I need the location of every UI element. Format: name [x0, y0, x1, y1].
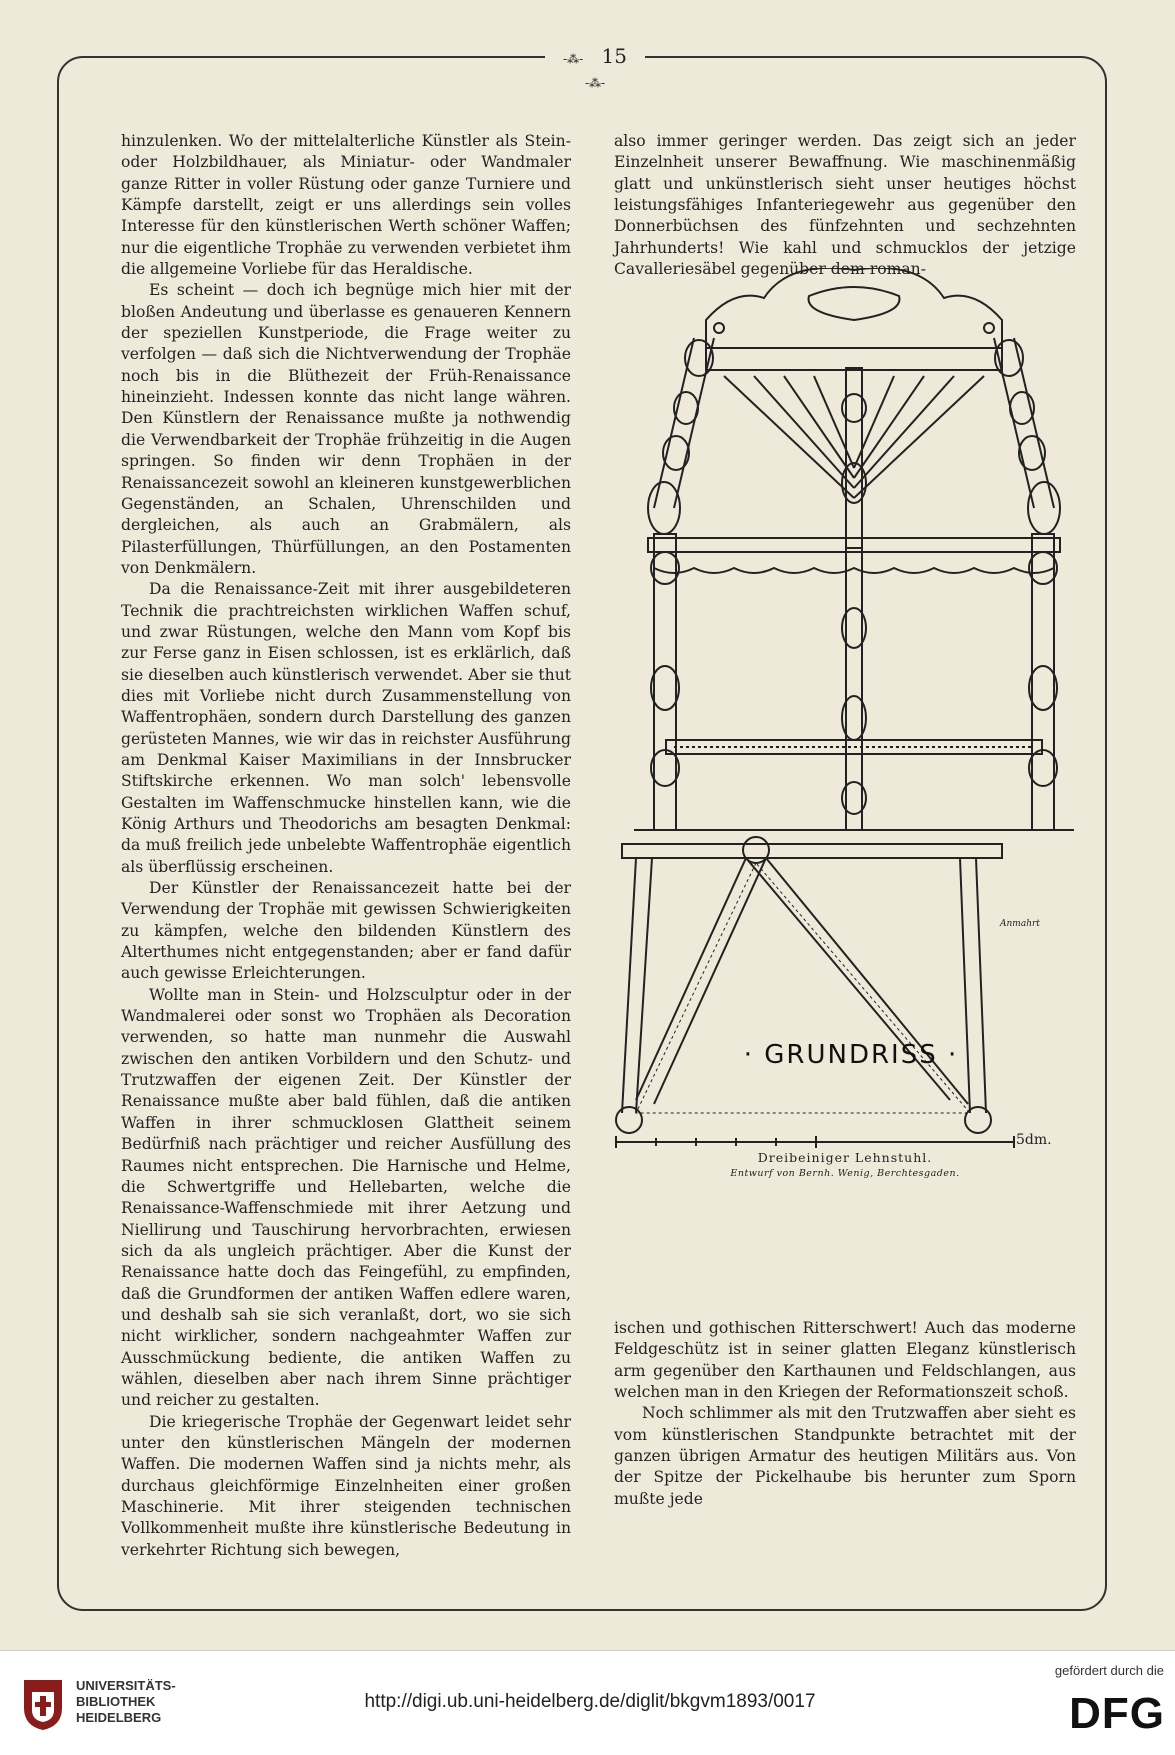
paragraph: Noch schlimmer als mit den Trutzwaffen aber sieht es vom künstlerischen Standpunkte betrachtet mit der ganzen übrigen Armatur des heutigen Militärs aus. Von der Spitze der Pickelhaube bis herunter zum Sporn mußte jede	[614, 1404, 1076, 1508]
paragraph: Wollte man in Stein- und Holzsculptur oder in der Wandmalerei oder sonst wo Trophäen als Decoration verwenden, so hatte man nunmehr die Auswahl zwischen den antiken Vorbildern und den Schutz- und Trutzwaffen der eigenen Zeit. Der Künstler der Renaissance mußte aber bald fühlen, daß die antiken Waffen in ihrer schmucklosen Glattheit seinem Bedürfniß nach prächtiger und reicher Ausfüllung des Raumes nicht entsprechen. Die Harnische und Helme, die Schwertgriffe und Hellebarten, welche die Renaissance-Waffenschmiede mit ihrer Aetzung und Niellirung und Tauschirung hervorbrachten, erwiesen sich da als ungleich prächtiger. Aber die Kunst der Renaissance hatte doch das Feingefühl, zu empfinden, daß die Grundformen der antiken Waffen edlere waren, und deshalb sah sie sich veranlaßt, dort, wo sie sich nicht wirklicher, sondern nachgeahmter Waffen zur Ausschmückung bediente, die antiken Waffen zu wählen, dieselben aber nach ihrem Sinne prächtiger und reicher zu gestalten.	[121, 985, 571, 1410]
chair-illustration	[614, 268, 1076, 1314]
artist-signature: Anmahrt	[1000, 919, 1040, 929]
paragraph: ischen und gothischen Ritterschwert! Auch das moderne Feldgeschütz ist in seiner glatten Eleganz künstlerisch arm gegenüber den Karthaunen und Feldschlangen, aus welchen man in den Kriegen der Reformationszeit schoß.	[614, 1319, 1076, 1402]
paragraph: Die kriegerische Trophäe der Gegenwart leidet sehr unter den künstlerischen Mängeln der modernen Waffen. Die modernen Waffen sind ja nichts mehr, als durchaus gleichförmige Einzelnheiten einer großen Maschinerie. Mit ihrer steigenden technischen Vollkommenheit mußte ihre künstlerische Bedeutung in verkehrter Richtung sich bewegen,	[121, 1412, 571, 1559]
plan-label: · GRUNDRISS ·	[743, 1040, 959, 1070]
footer-bar	[0, 1650, 1175, 1755]
dfg-logo: DFG	[1069, 1689, 1165, 1738]
funding-note: gefördert durch die	[1054, 1663, 1164, 1678]
page-number: -⁂- 15 -⁂-	[545, 44, 645, 92]
paragraph: Es scheint — doch ich begnüge mich hier mit der bloßen Andeutung und überlasse es genaueren Kennern der speziellen Kunstperiode, die Frage weiter zu verfolgen — daß sich die Nichtverwendung der Trophäe noch bis in die Blüthezeit der Früh-Renaissance hineinzieht. Indessen konnte das nicht lange währen. Den Künstlern der Renaissance mußte ja nothwendig die Verwendbarkeit der Trophäe frühzeitig in die Augen springen. So finden wir denn Trophäen in der Renaissancezeit sowohl an kleineren kunstgewerblichen Gegenständen, an Schalen, Uhrenschilden und dergleichen, als auch an Grabmälern, als Pilasterfüllungen, Thürfüllungen, an den Postamenten von Denkmälern.	[121, 281, 571, 577]
permalink-url[interactable]: http://digi.ub.uni-heidelberg.de/diglit/bkgvm1893/0017	[364, 1691, 816, 1712]
scale-label: 5dm.	[1016, 1132, 1052, 1148]
university-name: UNIVERSITÄTS- BIBLIOTHEK HEIDELBERG	[76, 1678, 176, 1725]
paragraph: Der Künstler der Renaissancezeit hatte bei der Verwendung der Trophäe mit gewissen Schwierigkeiten zu kämpfen, welche den bildenden Künstlern des Alterthumes nicht entgegenstanden; aber er fand dafür auch gewisse Erleichterungen.	[121, 879, 571, 983]
paragraph: hinzulenken. Wo der mittelalterliche Künstler als Stein- oder Holzbildhauer, als Miniatur- oder Wandmaler ganze Ritter in voller Rüstung oder ganze Turniere und Kämpfe darstellt, zeigt er uns allerdings sein volles Interesse für den künstlerischen Werth schöner Waffen; nur die eigentliche Trophäe zu verwenden verbietet ihm die allgemeine Vorliebe für das Heraldische.	[121, 132, 571, 279]
figure-caption: Dreibeiniger Lehnstuhl.	[757, 1150, 933, 1165]
right-text-column-bottom	[614, 1318, 1076, 1510]
ornament-right-icon: -⁂-	[584, 76, 606, 90]
paragraph: also immer geringer werden. Das zeigt sich an jeder Einzelnheit unserer Bewaffnung. Wie maschinenmäßig glatt und unkünstlerisch sieht unser heutiges höchst leistungsfähiges Infanteriegewehr aus gegenüber den Donnerbüchsen des fünfzehnten und sechzehnten Jahrhunderts! Wie kahl und schmucklos der jetzige Cavalleriesäbel gegenüber dem roman-	[614, 132, 1076, 279]
right-text-column-top	[614, 131, 1076, 280]
ornament-left-icon: -⁂-	[563, 52, 584, 66]
university-seal-icon	[20, 1676, 66, 1732]
paragraph: Da die Renaissance-Zeit mit ihrer ausgebildeteren Technik die prachtreichsten wirklichen Waffen schuf, und zwar Rüstungen, welche den Mann vom Kopf bis zur Ferse ganz in Eisen schlossen, ist es erklärlich, daß sie dieselben auch künstlerisch verwendet. Aber sie thut dies mit Vorliebe nicht durch Zusammenstellung von Waffentrophäen, sondern durch Darstellung des ganzen gerüsteten Mannes, wie wir das in reichster Ausführung am Denkmal Kaiser Maximilians in der Innsbrucker Stiftskirche erkennen. Wo man solch' lebensvolle Gestalten im Waffenschmucke hinstellen kann, wie die König Arthurs und Theodorichs am besagten Denkmal: da muß freilich jede unbelebte Waffentrophäe eigentlich als überflüssig erscheinen.	[121, 580, 571, 876]
left-text-column	[121, 131, 571, 1561]
figure-credit: Entwurf von Bernh. Wenig, Berchtesgaden.	[730, 1168, 960, 1179]
